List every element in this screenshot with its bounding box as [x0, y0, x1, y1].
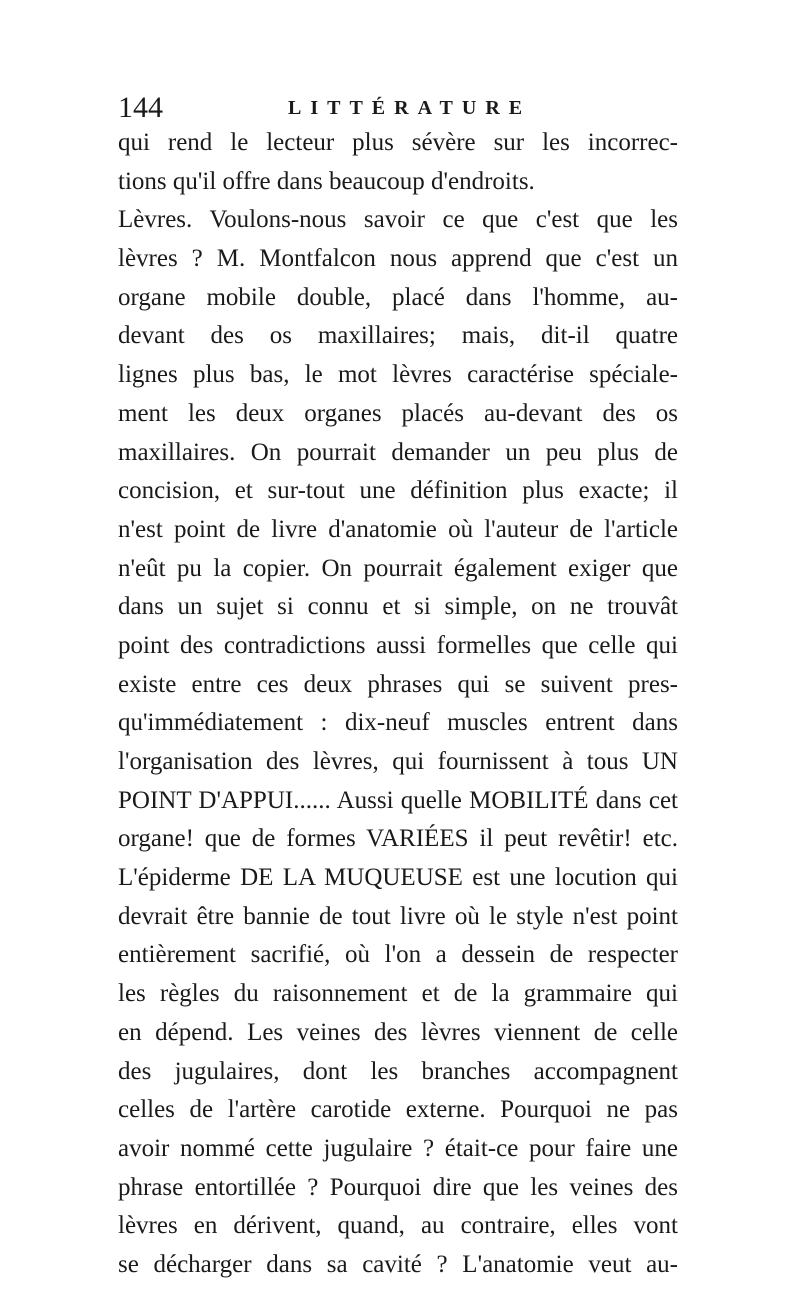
text-line: existe entre ces deux phrases qui se suivent pres- [118, 670, 678, 698]
text-line: entièrement sacrifié, où l'on a dessein de respecter [118, 941, 678, 969]
text-line: lignes plus bas, le mot lèvres caractérise spéciale- [118, 361, 678, 389]
text-line: organe! que de formes VARIÉES il peut revêtir! etc. [118, 825, 678, 853]
text-line: l'organisation des lèvres, qui fournissent à tous UN [118, 748, 678, 775]
text-line: se décharger dans sa cavité ? L'anatomie veut au- [118, 1250, 678, 1278]
text-line: avoir nommé cette jugulaire ? était-ce pour faire une [118, 1134, 678, 1162]
text-line: n'eût pu la copier. On pourrait également exiger que [118, 554, 678, 582]
text-line: L'épiderme DE LA MUQUEUSE est une locution qui [118, 864, 678, 892]
text-line: qu'immédiatement : dix-neuf muscles entrent dans [118, 709, 678, 737]
text-line: Lèvres. Voulons-nous savoir ce que c'est que les [118, 206, 678, 234]
running-head: LITTÉRATURE [288, 97, 532, 119]
text-line: celles de l'artère carotide externe. Pourquoi ne pas [118, 1096, 678, 1124]
text-line: n'est point de livre d'anatomie où l'auteur de l'article [118, 515, 678, 543]
text-line: ment les deux organes placés au-devant des os [118, 399, 678, 427]
text-line: POINT D'APPUI...... Aussi quelle MOBILITÉ dans cet [118, 786, 678, 814]
text-line: devant des os maxillaires; mais, dit-il quatre [118, 322, 678, 350]
text-line: en dépend. Les veines des lèvres viennent de celle [118, 1018, 678, 1046]
text-line: devrait être bannie de tout livre où le style n'est point [118, 902, 678, 930]
body-text [118, 124, 678, 1285]
page-header [118, 88, 678, 128]
text-line: organe mobile double, placé dans l'homme, au- [118, 283, 678, 311]
text-line: des jugulaires, dont les branches accompagnent [118, 1057, 678, 1085]
text-line: dans un sujet si connu et si simple, on ne trouvât [118, 593, 678, 621]
text-line: lèvres ? M. Montfalcon nous apprend que c'est un [118, 245, 678, 273]
text-line: les règles du raisonnement et de la grammaire qui [118, 980, 678, 1008]
text-line: tions qu'il offre dans beaucoup d'endroits. [118, 167, 535, 195]
text-line: lèvres en dérivent, quand, au contraire, elles vont [118, 1212, 678, 1240]
text-line: point des contradictions aussi formelles que celle qui [118, 631, 678, 659]
text-line: maxillaires. On pourrait demander un peu plus de [118, 438, 678, 466]
page-number: 144 [118, 91, 163, 124]
text-line: concision, et sur-tout une définition plus exacte; il [118, 477, 678, 505]
text-line: qui rend le lecteur plus sévère sur les incorrec- [118, 129, 678, 156]
text-line: phrase entortillée ? Pourquoi dire que les veines des [118, 1173, 678, 1201]
